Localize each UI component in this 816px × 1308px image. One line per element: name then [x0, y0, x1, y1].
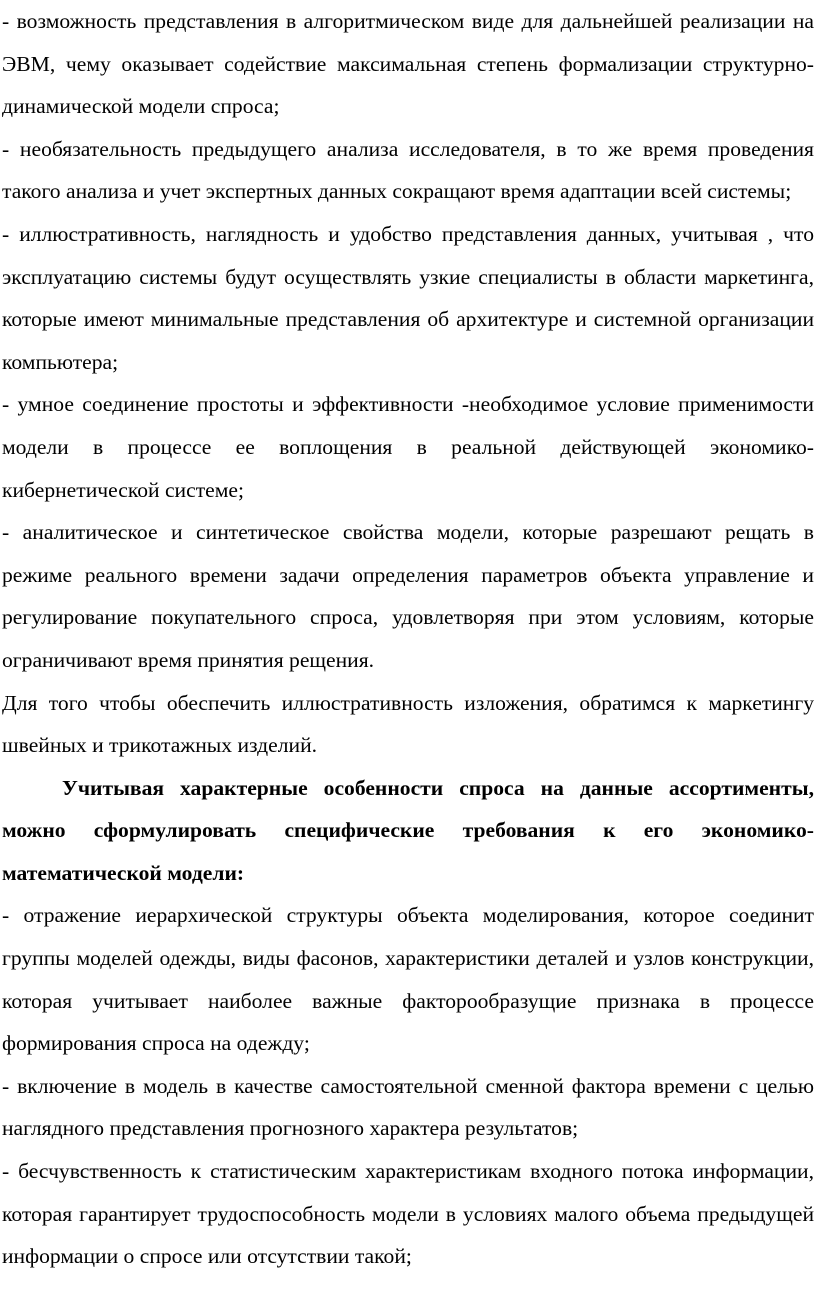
list-item-hierarchy: - отражение иерархической структуры объекта моделирования, которое соединит группы моделей одежды, виды фасонов, характеристики деталей и узлов конструкции, которая учитывает наиболее важные факторообразущие признака в процессе формирования спроса на одежду;	[2, 903, 814, 1056]
bold-requirements-heading: Учитывая характерные особенности спроса на данные ассортименты, можно сформулировать специфические требования к его экономико-математической модели:	[2, 775, 814, 885]
document-page	[2, 0, 814, 1278]
list-item-illustrativeness: - иллюстративность, наглядность и удобство представления данных, учитывая , что эксплуатацию системы будут осуществлять узкие специалисты в области маркетинга, которые имеют минимальные представления об архитектуре и системной организации компьютера;	[2, 221, 814, 374]
list-item-insensitivity: - бесчувственность к статистическим характеристикам входного потока информации, которая гарантирует трудоспособность модели в условиях малого объема предыдущей информации о спросе или отсутствии такой;	[2, 1159, 814, 1269]
list-item-time-factor: - включение в модель в качестве самостоятельной сменной фактора времени с целью наглядного представления прогнозного характера результатов;	[2, 1073, 814, 1141]
list-item-algorithmic: - возможность представления в алгоритмическом виде для дальнейшей реализации на ЭВМ, чему оказывает содействие максимальная степень формализации структурно-динамической модели спроса;	[2, 9, 814, 119]
list-item-simplicity-efficiency: - умное соединение простоты и эффективности -необходимое условие применимости модели в процессе ее воплощения в реальной действующей экономико-кибернетической системе;	[2, 392, 814, 502]
paragraph-illustration-intro: Для того чтобы обеспечить иллюстративность изложения, обратимся к маркетингу швейных и трикотажных изделий.	[2, 690, 814, 758]
list-item-analytic-synthetic: - аналитическое и синтетическое свойства модели, которые разрешают рещать в режиме реального времени задачи определения параметров объекта управление и регулирование покупательного спроса, удовлетворяя при этом условиям, которые ограничивают время принятия рещения.	[2, 520, 814, 672]
list-item-prior-analysis: - необязательность предыдущего анализа исследователя, в то же время проведения такого анализа и учет экспертных данных сокращают время адаптации всей системы;	[2, 136, 814, 204]
